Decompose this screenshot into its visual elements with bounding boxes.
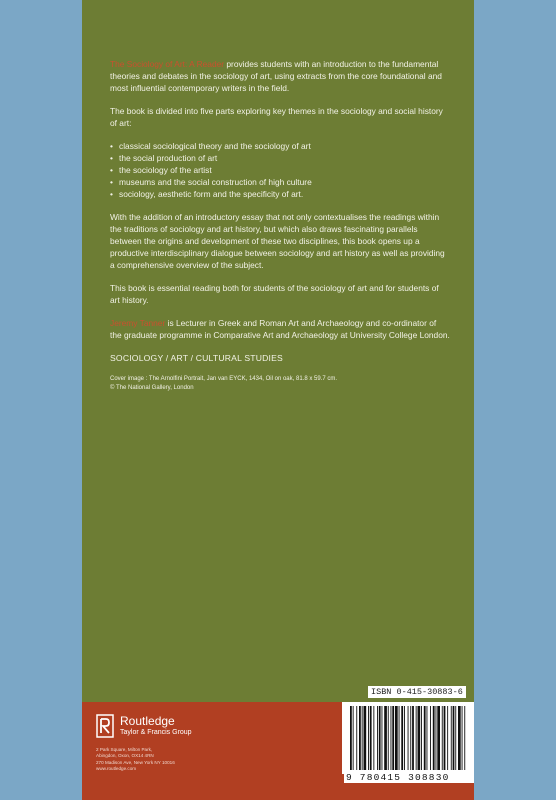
parts-intro: The book is divided into five parts exploring key themes in the sociology and social history of art: <box>110 106 443 128</box>
author-bio: is Lecturer in Greek and Roman Art and Archaeology and co-ordinator of the graduate programme in Comparative Art and Archaeology at University College London. <box>110 318 450 340</box>
copyright-line: © The National Gallery, London <box>110 385 194 391</box>
author-name: Jeremy Tanner <box>110 318 166 328</box>
list-item: • sociology, aesthetic form and the specificity of art. <box>110 189 304 199</box>
essential-paragraph: This book is essential reading both for students of the sociology of art and for students of art history. <box>110 283 439 305</box>
publisher-name: Routledge <box>120 714 175 728</box>
book-back-cover <box>82 0 474 800</box>
essay-paragraph: With the addition of an introductory essay that not only contextualises the readings within the traditions of sociology and art history, but which also draws fascinating parallels between the origins and development of these two disciplines, this book opens up a productive interdisciplinary dialogue between sociology and art history as well as providing a comprehensive overview of the subject. <box>110 212 445 270</box>
list-item: • museums and the social construction of high culture <box>110 177 312 187</box>
bullet-icon: • <box>110 141 113 151</box>
subject-categories: SOCIOLOGY / ART / CULTURAL STUDIES <box>110 353 283 363</box>
bullet-icon: • <box>110 177 113 187</box>
cover-credit <box>110 375 450 393</box>
intro-paragraph <box>110 58 450 94</box>
bullet-icon: • <box>110 165 113 175</box>
routledge-logo-icon <box>96 714 114 738</box>
list-item: • classical sociological theory and the sociology of art <box>110 141 311 151</box>
list-item: • the sociology of the artist <box>110 165 212 175</box>
bullet-icon: • <box>110 189 113 199</box>
intro-text: provides students with an introduction to the fundamental theories and debates in the sociology of art, using extracts from the core foundational and most influential contemporary writers in the field. <box>110 59 442 93</box>
themes-list <box>110 140 450 200</box>
blurb <box>110 58 450 393</box>
barcode-icon <box>342 702 474 774</box>
bullet-icon: • <box>110 153 113 163</box>
list-item: • the social production of art <box>110 153 218 163</box>
isbn-label: ISBN 0-415-30883-6 <box>368 686 466 698</box>
publisher-brand <box>120 714 192 737</box>
barcode <box>342 702 474 774</box>
publisher-group: Taylor & Francis Group <box>120 729 192 736</box>
book-title: The Sociology of Art: A Reader <box>110 59 225 69</box>
cover-image-credit: Cover image : The Arnolfini Portrait, Jan van EYCK, 1434, Oil on oak, 81.8 x 59.7 cm. <box>110 376 338 382</box>
barcode-number: 9 780415 308830 <box>344 772 474 783</box>
publisher-address: 2 Park Square, Milton Park, Abingdon, Oxon, OX14 4RN 270 Madison Ave, New York NY 10016 www.routledge.com <box>96 747 175 772</box>
author-paragraph <box>110 317 450 341</box>
